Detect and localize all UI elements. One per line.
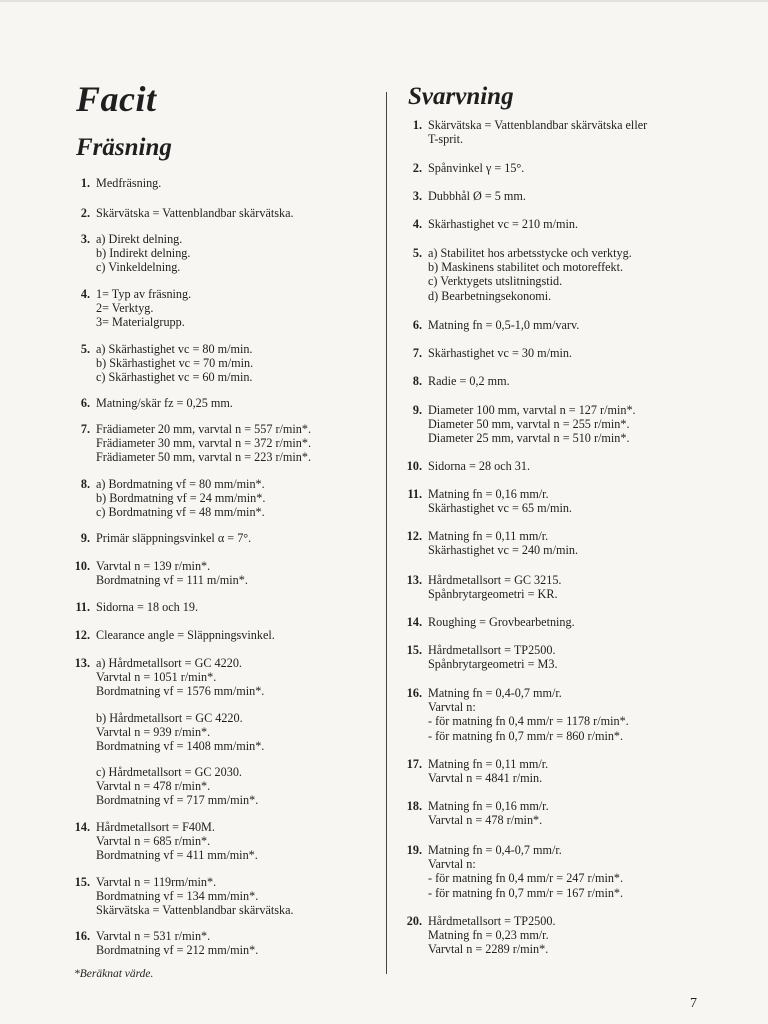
answer-number: 13.: [406, 573, 422, 587]
section-heading-frasning: Fräsning: [76, 134, 172, 161]
answer-text: [96, 342, 253, 385]
answer-line: Matning/skär fz = 0,25 mm.: [96, 396, 233, 410]
answer-line: Matning fn = 0,4-0,7 mm/r.: [428, 843, 562, 857]
answer-line: Spånbrytargeometri = KR.: [428, 587, 558, 602]
answer-text: [428, 529, 578, 557]
answer-number: 3.: [80, 232, 90, 246]
answer-text: [428, 615, 575, 629]
answer-line: Diameter 25 mm, varvtal n = 510 r/min*.: [428, 431, 630, 446]
answer-line: - för matning fn 0,7 mm/r = 167 r/min*.: [428, 885, 624, 900]
answer-number: 11.: [75, 600, 90, 614]
answer-number: 6.: [80, 396, 90, 410]
answer-number: 4.: [412, 217, 422, 231]
answer-line: Spånvinkel γ = 15°.: [428, 161, 525, 175]
answer-text: [428, 799, 549, 827]
answer-line: Varvtal n = 4841 r/min.: [428, 771, 543, 786]
answer-number: 8.: [412, 374, 422, 388]
answer-text: [428, 757, 548, 785]
page-top-edge: [0, 0, 768, 2]
answer-line: - för matning fn 0,4 mm/r = 247 r/min*.: [428, 871, 624, 886]
answer-text: [96, 929, 258, 957]
answer-number: 3.: [412, 189, 422, 203]
answer-number: 15.: [74, 875, 90, 889]
answer-line: Skärhastighet vc = 240 m/min.: [428, 543, 579, 558]
answer-number: 12.: [74, 628, 90, 642]
answer-line: Varvtal n = 531 r/min*.: [96, 929, 211, 943]
answer-line: T-sprit.: [428, 132, 464, 147]
answer-number: 16.: [74, 929, 90, 943]
answer-line: Varvtal n = 139 r/min*.: [96, 559, 211, 573]
answer-line: a) Direkt delning.: [96, 232, 183, 246]
answer-number: 10.: [406, 459, 422, 473]
answer-line: Matning fn = 0,5-1,0 mm/varv.: [428, 318, 580, 332]
answer-line: Diameter 50 mm, varvtal n = 255 r/min*.: [428, 417, 630, 432]
answer-line: 1= Typ av fräsning.: [96, 287, 192, 301]
answer-line: b) Maskinens stabilitet och motoreffekt.: [428, 260, 624, 275]
answer-line: Bordmatning vf = 212 mm/min*.: [96, 943, 259, 958]
answer-line: Dubbhål Ø = 5 mm.: [428, 189, 526, 203]
answer-line: Varvtal n:: [428, 857, 476, 872]
answer-number: 16.: [406, 686, 422, 700]
answer-line: Diameter 100 mm, varvtal n = 127 r/min*.: [428, 403, 636, 417]
answer-line: Matning fn = 0,16 mm/r.: [428, 487, 549, 501]
answer-number: 1.: [80, 176, 90, 190]
answer-number: 5.: [412, 246, 422, 260]
answer-line: Matning fn = 0,23 mm/r.: [428, 928, 549, 943]
answer-text: [428, 843, 623, 900]
answer-text: [96, 711, 264, 754]
answer-line: Clearance angle = Släppningsvinkel.: [96, 628, 275, 642]
answer-line: Matning fn = 0,16 mm/r.: [428, 799, 549, 813]
answer-text: [428, 643, 558, 671]
answer-line: - för matning fn 0,7 mm/r = 860 r/min*.: [428, 728, 624, 743]
answer-line: Hårdmetallsort = TP2500.: [428, 643, 556, 657]
answer-line: 2= Verktyg.: [96, 301, 154, 316]
answer-text: [428, 246, 632, 303]
answer-number: 7.: [80, 422, 90, 436]
answer-text: [96, 656, 264, 699]
answer-line: Varvtal n = 478 r/min*.: [96, 779, 211, 794]
answer-text: [96, 477, 265, 520]
answer-number: 14.: [406, 615, 422, 629]
answer-line: Skärhastighet vc = 30 m/min.: [428, 346, 572, 360]
answer-line: b) Indirekt delning.: [96, 246, 191, 261]
column-divider: [386, 92, 387, 974]
answer-number: 8.: [80, 477, 90, 491]
answer-line: - för matning fn 0,4 mm/r = 1178 r/min*.: [428, 714, 629, 729]
answer-text: [96, 396, 233, 410]
answer-line: Frädiameter 30 mm, varvtal n = 372 r/min*.: [96, 436, 312, 451]
answer-line: Bordmatning vf = 1408 mm/min*.: [96, 739, 265, 754]
answer-line: d) Bearbetningsekonomi.: [428, 288, 552, 303]
answer-line: Sidorna = 28 och 31.: [428, 459, 530, 473]
footnote: *Beräknat värde.: [74, 968, 154, 980]
answer-text: [96, 287, 191, 330]
answer-text: [96, 765, 258, 808]
answer-text: [96, 176, 161, 190]
answer-number: 19.: [406, 843, 422, 857]
answer-text: [428, 217, 578, 231]
answer-line: b) Bordmatning vf = 24 mm/min*.: [96, 491, 266, 506]
answer-line: Varvtal n = 2289 r/min*.: [428, 942, 549, 957]
answer-line: Skärhastighet vc = 210 m/min.: [428, 217, 579, 231]
answer-text: [96, 422, 311, 465]
answer-number: 10.: [74, 559, 90, 573]
answer-line: Varvtal n = 685 r/min*.: [96, 834, 211, 849]
answer-line: Skärhastighet vc = 65 m/min.: [428, 501, 572, 516]
answer-number: 11.: [407, 487, 422, 501]
answer-line: Matning fn = 0,11 mm/r.: [428, 529, 549, 543]
answer-number: 9.: [412, 403, 422, 417]
answer-line: Matning fn = 0,4-0,7 mm/r.: [428, 686, 562, 700]
answer-line: Varvtal n:: [428, 700, 476, 715]
answer-number: 6.: [412, 318, 422, 332]
answer-line: Spånbrytargeometri = M3.: [428, 657, 558, 672]
answer-number: 2.: [412, 161, 422, 175]
answer-number: 14.: [74, 820, 90, 834]
page-number: 7: [690, 996, 697, 1011]
answer-line: Skärvätska = Vattenblandbar skärvätska eller: [428, 118, 648, 132]
answer-line: Bordmatning vf = 717 mm/min*.: [96, 793, 259, 808]
answer-line: Frädiameter 50 mm, varvtal n = 223 r/min*.: [96, 450, 312, 465]
answer-text: [428, 318, 579, 332]
answer-number: 13.: [74, 656, 90, 670]
answer-line: Varvtal n = 939 r/min*.: [96, 725, 211, 740]
answer-line: Primär släppningsvinkel α = 7°.: [96, 531, 252, 545]
answer-text: [428, 374, 510, 388]
answer-text: [428, 686, 629, 743]
answer-number: 5.: [80, 342, 90, 356]
answer-text: [428, 346, 572, 360]
answer-line: Hårdmetallsort = TP2500.: [428, 914, 556, 928]
answer-text: [96, 875, 294, 918]
answer-line: c) Hårdmetallsort = GC 2030.: [96, 765, 242, 779]
answer-number: 20.: [406, 914, 422, 928]
page-title: Facit: [76, 79, 157, 119]
answer-text: [428, 189, 526, 203]
answer-line: Hårdmetallsort = F40M.: [96, 820, 215, 834]
answer-number: 2.: [80, 206, 90, 220]
answer-line: c) Bordmatning vf = 48 mm/min*.: [96, 505, 265, 520]
answer-number: 17.: [406, 757, 422, 771]
answer-line: Frädiameter 20 mm, varvtal n = 557 r/min*.: [96, 422, 312, 436]
section-heading-svarvning: Svarvning: [408, 83, 514, 110]
answer-text: [428, 573, 561, 601]
answer-line: c) Skärhastighet vc = 60 m/min.: [96, 370, 253, 385]
answer-text: [96, 628, 275, 642]
answer-line: Bordmatning vf = 1576 mm/min*.: [96, 684, 265, 699]
answer-line: Varvtal n = 478 r/min*.: [428, 813, 543, 828]
answer-text: [96, 531, 251, 545]
answer-number: 18.: [406, 799, 422, 813]
answer-line: Sidorna = 18 och 19.: [96, 600, 198, 614]
answer-text: [428, 459, 530, 473]
answer-text: [96, 600, 198, 614]
answer-line: Hårdmetallsort = GC 3215.: [428, 573, 562, 587]
answer-line: Radie = 0,2 mm.: [428, 374, 510, 388]
answer-line: Varvtal n = 1051 r/min*.: [96, 670, 217, 685]
answer-text: [96, 820, 258, 863]
answer-number: 15.: [406, 643, 422, 657]
answer-line: Skärvätska = Vattenblandbar skärvätska.: [96, 206, 294, 220]
answer-line: Skärvätska = Vattenblandbar skärvätska.: [96, 903, 294, 918]
answer-line: a) Bordmatning vf = 80 mm/min*.: [96, 477, 265, 491]
answer-text: [428, 403, 636, 446]
answer-text: [428, 118, 647, 146]
answer-text: [428, 914, 556, 957]
answer-line: Medfräsning.: [96, 176, 162, 190]
answer-number: 12.: [406, 529, 422, 543]
answer-line: b) Hårdmetallsort = GC 4220.: [96, 711, 243, 725]
answer-text: [428, 487, 572, 515]
answer-number: 9.: [80, 531, 90, 545]
answer-line: c) Verktygets utslitningstid.: [428, 274, 563, 289]
answer-line: a) Skärhastighet vc = 80 m/min.: [96, 342, 253, 356]
answer-text: [96, 559, 248, 587]
answer-line: Roughing = Grovbearbetning.: [428, 615, 575, 629]
answer-text: [96, 232, 190, 275]
answer-number: 1.: [412, 118, 422, 132]
answer-number: 7.: [412, 346, 422, 360]
answer-line: Bordmatning vf = 134 mm/min*.: [96, 889, 259, 904]
answer-line: Bordmatning vf = 111 m/min*.: [96, 573, 248, 588]
answer-line: a) Stabilitet hos arbetsstycke och verktyg.: [428, 246, 632, 260]
answer-line: a) Hårdmetallsort = GC 4220.: [96, 656, 242, 670]
answer-line: b) Skärhastighet vc = 70 m/min.: [96, 356, 254, 371]
answer-number: 4.: [80, 287, 90, 301]
answer-line: Matning fn = 0,11 mm/r.: [428, 757, 549, 771]
answer-line: Varvtal n = 119rm/min*.: [96, 875, 217, 889]
answer-line: 3= Materialgrupp.: [96, 315, 185, 330]
answer-line: c) Vinkeldelning.: [96, 260, 181, 275]
answer-line: Bordmatning vf = 411 mm/min*.: [96, 848, 258, 863]
answer-text: [96, 206, 294, 220]
answer-text: [428, 161, 524, 175]
